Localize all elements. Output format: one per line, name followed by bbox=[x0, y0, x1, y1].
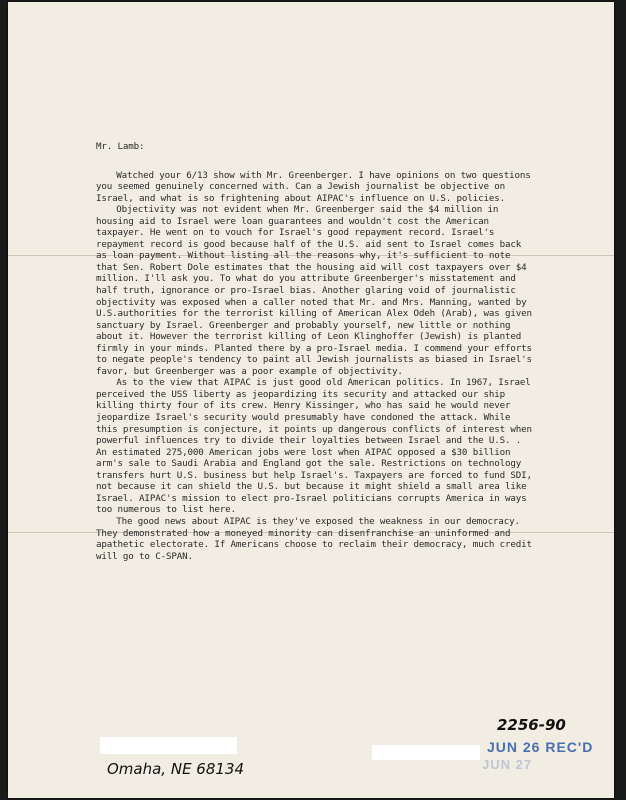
redacted-signature bbox=[100, 737, 237, 754]
redacted-name bbox=[372, 745, 480, 760]
salutation: Mr. Lamb: bbox=[96, 141, 145, 152]
received-stamp-faint: JUN 27 bbox=[482, 757, 533, 772]
letter-body bbox=[96, 141, 536, 562]
paragraph: As to the view that AIPAC is just good old American politics. In 1967, Israel perceived the USS liberty as jeopardizing its security and attacked our ship killing thirty four of its crew. Henry Kissinger, who has said he would never jeopardize Israel's security would presumably have condoned the attack. While this presumption is conjecture, it points up dangerous conflicts of interest when powerful influences try to divide their loyalties between Israel and the U.S. . An estimated 275,000 American jobs were lost when AIPAC opposed a $30 billion arm's sale to Saudi Arabia and England got the sale. Restrictions on technology transfers hurt U.S. business but help Israel's. Taxpayers are forced to fund SDI, not because it can shield the U.S. but because it might shield a small area like Israel. AIPAC's mission to elect pro-Israel politicians corrupts America in ways too numerous to list here. bbox=[96, 377, 532, 516]
file-number: 2256-90 bbox=[497, 716, 566, 734]
paragraph: Watched your 6/13 show with Mr. Greenberger. I have opinions on two questions you seemed genuinely concerned with. Can a Jewish journalist be objective on Israel, and what is so frightening about AIPAC's influence on U.S. policies. bbox=[96, 169, 531, 204]
paragraph: Objectivity was not evident when Mr. Greenberger said the $4 million in housing aid to Israel were loan guarantees and wouldn't cost the American taxpayer. He went on to vouch for Israel's good repayment record. Israel's repayment record is good because half of the U.S. aid sent to Israel comes back as loan payment. Without listing all the reasons why, it's sufficient to note that Sen. Robert Dole estimates that the housing aid will cost taxpayers over $4 million. I'll ask you. To what do you attribute Greenberger's misstatement and half truth, ignorance or pro-Israel bias. Another glaring void of journalistic objectivity was exposed when a caller noted that Mr. and Mrs. Manning, wanted by U.S.authorities for the terrorist killing of American Alex Odeh (Arab), was given sanctuary by Israel. Greenberger and probably yourself, new little or nothing about it. However the terrorist killing of Leon Klinghoffer (Jewish) is planted firmly in your minds. Planted there by a pro-Israel media. I commend your efforts to negate people's tendency to paint all Jewish journalists as biased in Israel's favor, but Greenberger was a poor example of objectivity. bbox=[96, 204, 532, 377]
received-stamp: JUN 26 REC'D bbox=[487, 739, 594, 755]
sender-location: Omaha, NE 68134 bbox=[107, 760, 245, 778]
paragraph: The good news about AIPAC is they've exposed the weakness in our democracy. They demonstrated how a moneyed minority can disenfranchise an uninformed and apathetic electorate. If Americans choose to reclaim their democracy, much credit will go to C-SPAN. bbox=[96, 515, 532, 562]
